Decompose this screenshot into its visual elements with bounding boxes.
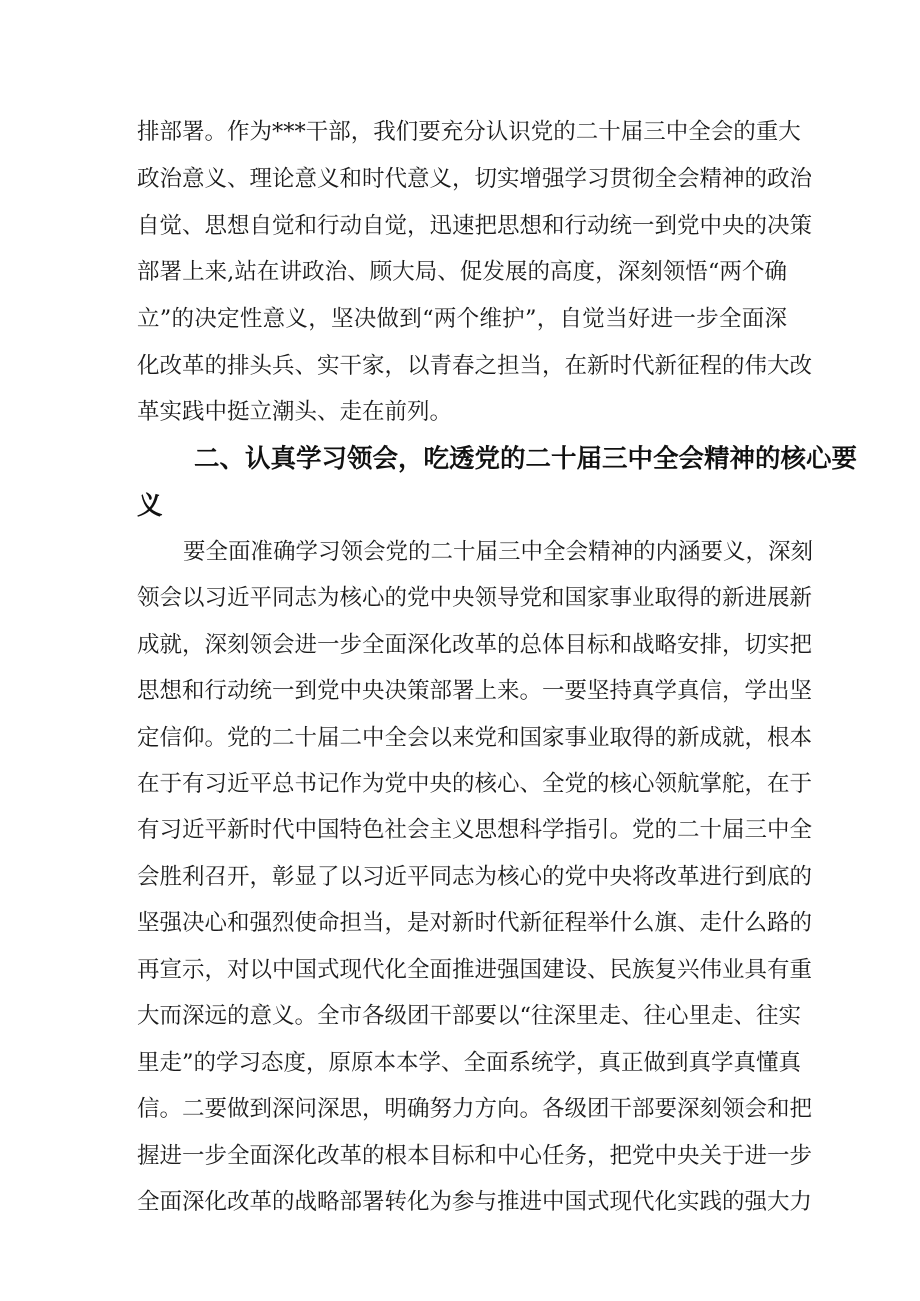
paragraph-2-line: 大而深远的意义。全市各级团干部要以“往深里走、往心里走、往实 [137, 1003, 802, 1029]
paragraph-1-line: 排部署。作为***干部，我们要充分认识党的二十届三中全会的重大 [137, 119, 801, 145]
paragraph-1-line: 革实践中挺立潮头、走在前列。 [137, 399, 453, 425]
paragraph-2-line: 坚强决心和强烈使命担当，是对新时代新征程举什么旗、走什么路的 [137, 910, 813, 936]
paragraph-2-line: 握进一步全面深化改革的根本目标和中心任务，把党中央关于进一步 [137, 1143, 813, 1169]
paragraph-2-line: 在于有习近平总书记作为党中央的核心、全党的核心领航掌舵，在于 [137, 771, 813, 797]
document-page [137, 0, 858, 1301]
paragraph-2-line: 信。二要做到深问深思，明确努力方向。各级团干部要深刻领会和把 [137, 1096, 813, 1122]
section-heading: 二、认真学习领会，吃透党的二十届三中全会精神的核心要 [194, 444, 858, 474]
paragraph-1-line: 自觉、思想自觉和行动自觉，迅速把思想和行动统一到党中央的决策 [137, 213, 813, 239]
paragraph-1-line: 政治意义、理论意义和时代意义，切实增强学习贯彻全会精神的政治 [137, 166, 813, 192]
paragraph-2-line: 全面深化改革的战略部署转化为参与推进中国式现代化实践的强大力 [137, 1189, 813, 1215]
paragraph-2-line: 成就，深刻领会进一步全面深化改革的总体目标和战略安排，切实把 [137, 632, 813, 658]
paragraph-1-line: 立”的决定性意义，坚决做到“两个维护”，自觉当好进一步全面深 [137, 306, 787, 332]
paragraph-2-line: 会胜利召开，彰显了以习近平同志为核心的党中央将改革进行到底的 [137, 864, 813, 890]
paragraph-2-line: 有习近平新时代中国特色社会主义思想科学指引。党的二十届三中全 [137, 817, 813, 843]
paragraph-1-line: 部署上来,站在讲政治、顾大局、促发展的高度，深刻领悟“两个确 [137, 259, 787, 285]
paragraph-2-line: 要全面准确学习领会党的二十届三中全会精神的内涵要义，深刻 [183, 539, 814, 565]
paragraph-2-line: 定信仰。党的二十届二中全会以来党和国家事业取得的新成就，根本 [137, 725, 813, 751]
paragraph-2-line: 思想和行动统一到党中央决策部署上来。一要坚持真学真信，学出坚 [137, 678, 813, 704]
paragraph-2-line: 领会以习近平同志为核心的党中央领导党和国家事业取得的新进展新 [137, 585, 813, 611]
section-heading-continuation: 义 [137, 491, 163, 521]
paragraph-1-line: 化改革的排头兵、实干家，以青春之担当，在新时代新征程的伟大改 [137, 353, 813, 379]
paragraph-2-line: 里走”的学习态度，原原本本学、全面系统学，真正做到真学真懂真 [137, 1050, 802, 1076]
paragraph-2-line: 再宣示，对以中国式现代化全面推进强国建设、民族复兴伟业具有重 [137, 957, 813, 983]
